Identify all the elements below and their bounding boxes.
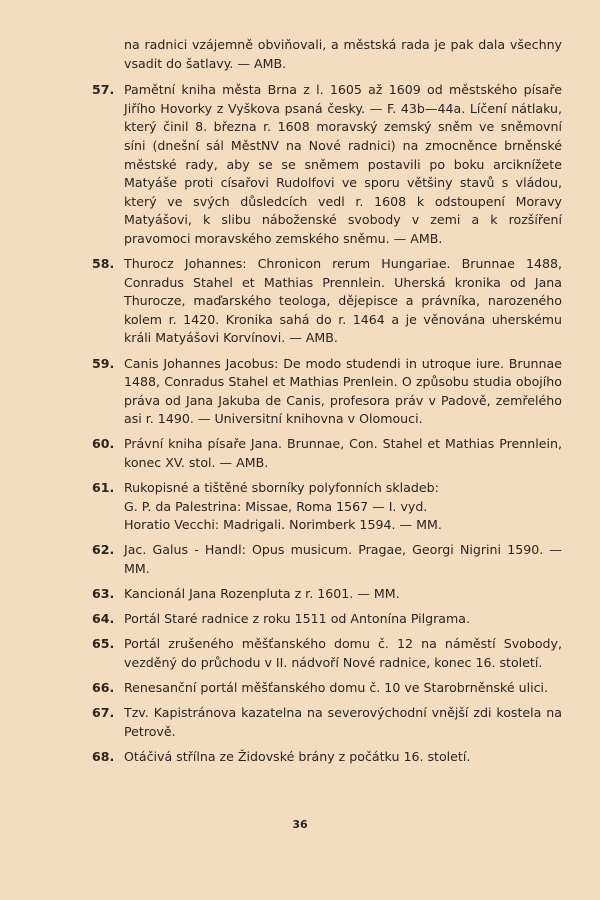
entry-number: 66. <box>92 679 115 695</box>
entry-68 <box>92 748 562 767</box>
entry-58 <box>92 255 562 348</box>
entry-text: Canis Johannes Jacobus: De modo studendi in utroque iure. Brunnae 1488, Conradus Stahel et Mathias Prenlein. O způsobu studia obojího práva od Jana Jakuba de Canis, profesora práv v Padově, zemřelého asi r. 1490. — Universitní knihovna v Olomouci. <box>124 355 562 427</box>
entry-continuation <box>92 36 562 73</box>
entry-65 <box>92 635 562 672</box>
entry-number: 60. <box>92 436 115 452</box>
entry-text: Jac. Galus - Handl: Opus musicum. Pragae, Georgi Nigrini 1590. — MM. <box>124 542 562 576</box>
entry-number: 58. <box>92 256 115 272</box>
entry-text: Thurocz Johannes: Chronicon rerum Hungariae. Brunnae 1488, Conradus Stahel et Mathias Prennlein. Uherská kronika od Jana Thurocze, maďarského teologa, dějepisce a právníka, narozeného kolem r. 1420. Kronika sahá do r. 1464 a je věnována uherskému králi Matyášovi Korvínovi. — AMB. <box>124 256 562 346</box>
entry-text: Renesanční portál měšťanského domu č. 10 ve Starobrněnské ulici. <box>124 679 549 695</box>
entry-number: 62. <box>92 542 115 558</box>
entry-62 <box>92 541 562 578</box>
page-number: 36 <box>292 818 308 831</box>
entry-61 <box>92 479 562 535</box>
entry-number: 65. <box>92 636 115 652</box>
entry-number: 63. <box>92 586 115 602</box>
entry-60 <box>92 435 562 472</box>
entry-number: 67. <box>92 705 115 720</box>
entry-text: Otáčivá střílna ze Židovské brány z počátku 16. století. <box>124 748 471 764</box>
entry-57 <box>92 81 562 248</box>
entry-59 <box>92 355 562 429</box>
entry-number: 57. <box>92 82 115 98</box>
entry-number: 59. <box>92 355 115 371</box>
entry-line: Rukopisné a tištěné sborníky polyfonních skladeb: <box>124 480 439 496</box>
entry-text: na radnici vzájemně obviňovali, a městská rada je pak dala všechny vsadit do šatlavy. — AMB. <box>124 37 562 71</box>
page-content <box>92 36 562 773</box>
entry-64 <box>92 610 562 629</box>
entry-66 <box>92 679 562 698</box>
entry-text: Právní kniha písaře Jana. Brunnae, Con. Stahel et Mathias Prennlein, konec XV. stol. — AMB. <box>124 436 562 470</box>
entry-line: G. P. da Palestrina: Missae, Roma 1567 — I. vyd. <box>124 498 428 514</box>
entry-text: Pamětní kniha města Brna z l. 1605 až 1609 od městského písaře Jiřího Hovorky z Vyškova psaná česky. — F. 43b—44a. Líčení nátlaku, který činil 8. března r. 1608 moravský zemský sněm ve sněmovní síni (dnešní sál MěstNV na Nové radnici) na zmocněnce brněnské městské rady, aby se se sněmem postavili po boku arciknížete Matyáše proti císařovi Rudolfovi ve sporu většiny stavů s vládou, který ve svých důsledcích vedl r. 1608 k odstoupení Moravy Matyášovi, k slibu náboženské svobody v zemi a k rozšíření pravomoci moravského zemského sněmu. — AMB. <box>124 82 562 246</box>
entry-line: Horatio Vecchi: Madrigali. Norimberk 1594. — MM. <box>124 517 442 533</box>
entry-63 <box>92 585 562 604</box>
entry-text: Portál zrušeného měšťanského domu č. 12 na náměstí Svobody, vezděný do průchodu v II. nádvoří Nové radnice, konec 16. století. <box>124 636 562 670</box>
entry-number: 64. <box>92 611 115 627</box>
entry-number: 68. <box>92 748 115 764</box>
entry-number: 61. <box>92 480 115 496</box>
entry-67 <box>92 704 562 741</box>
entry-text: Portál Staré radnice z roku 1511 od Antonína Pilgrama. <box>124 611 471 627</box>
entry-text: Tzv. Kapistránova kazatelna na severovýchodní vnější zdi kostela na Petrově. <box>124 705 562 739</box>
entry-text: Kancionál Jana Rozenpluta z r. 1601. — MM. <box>124 586 400 602</box>
